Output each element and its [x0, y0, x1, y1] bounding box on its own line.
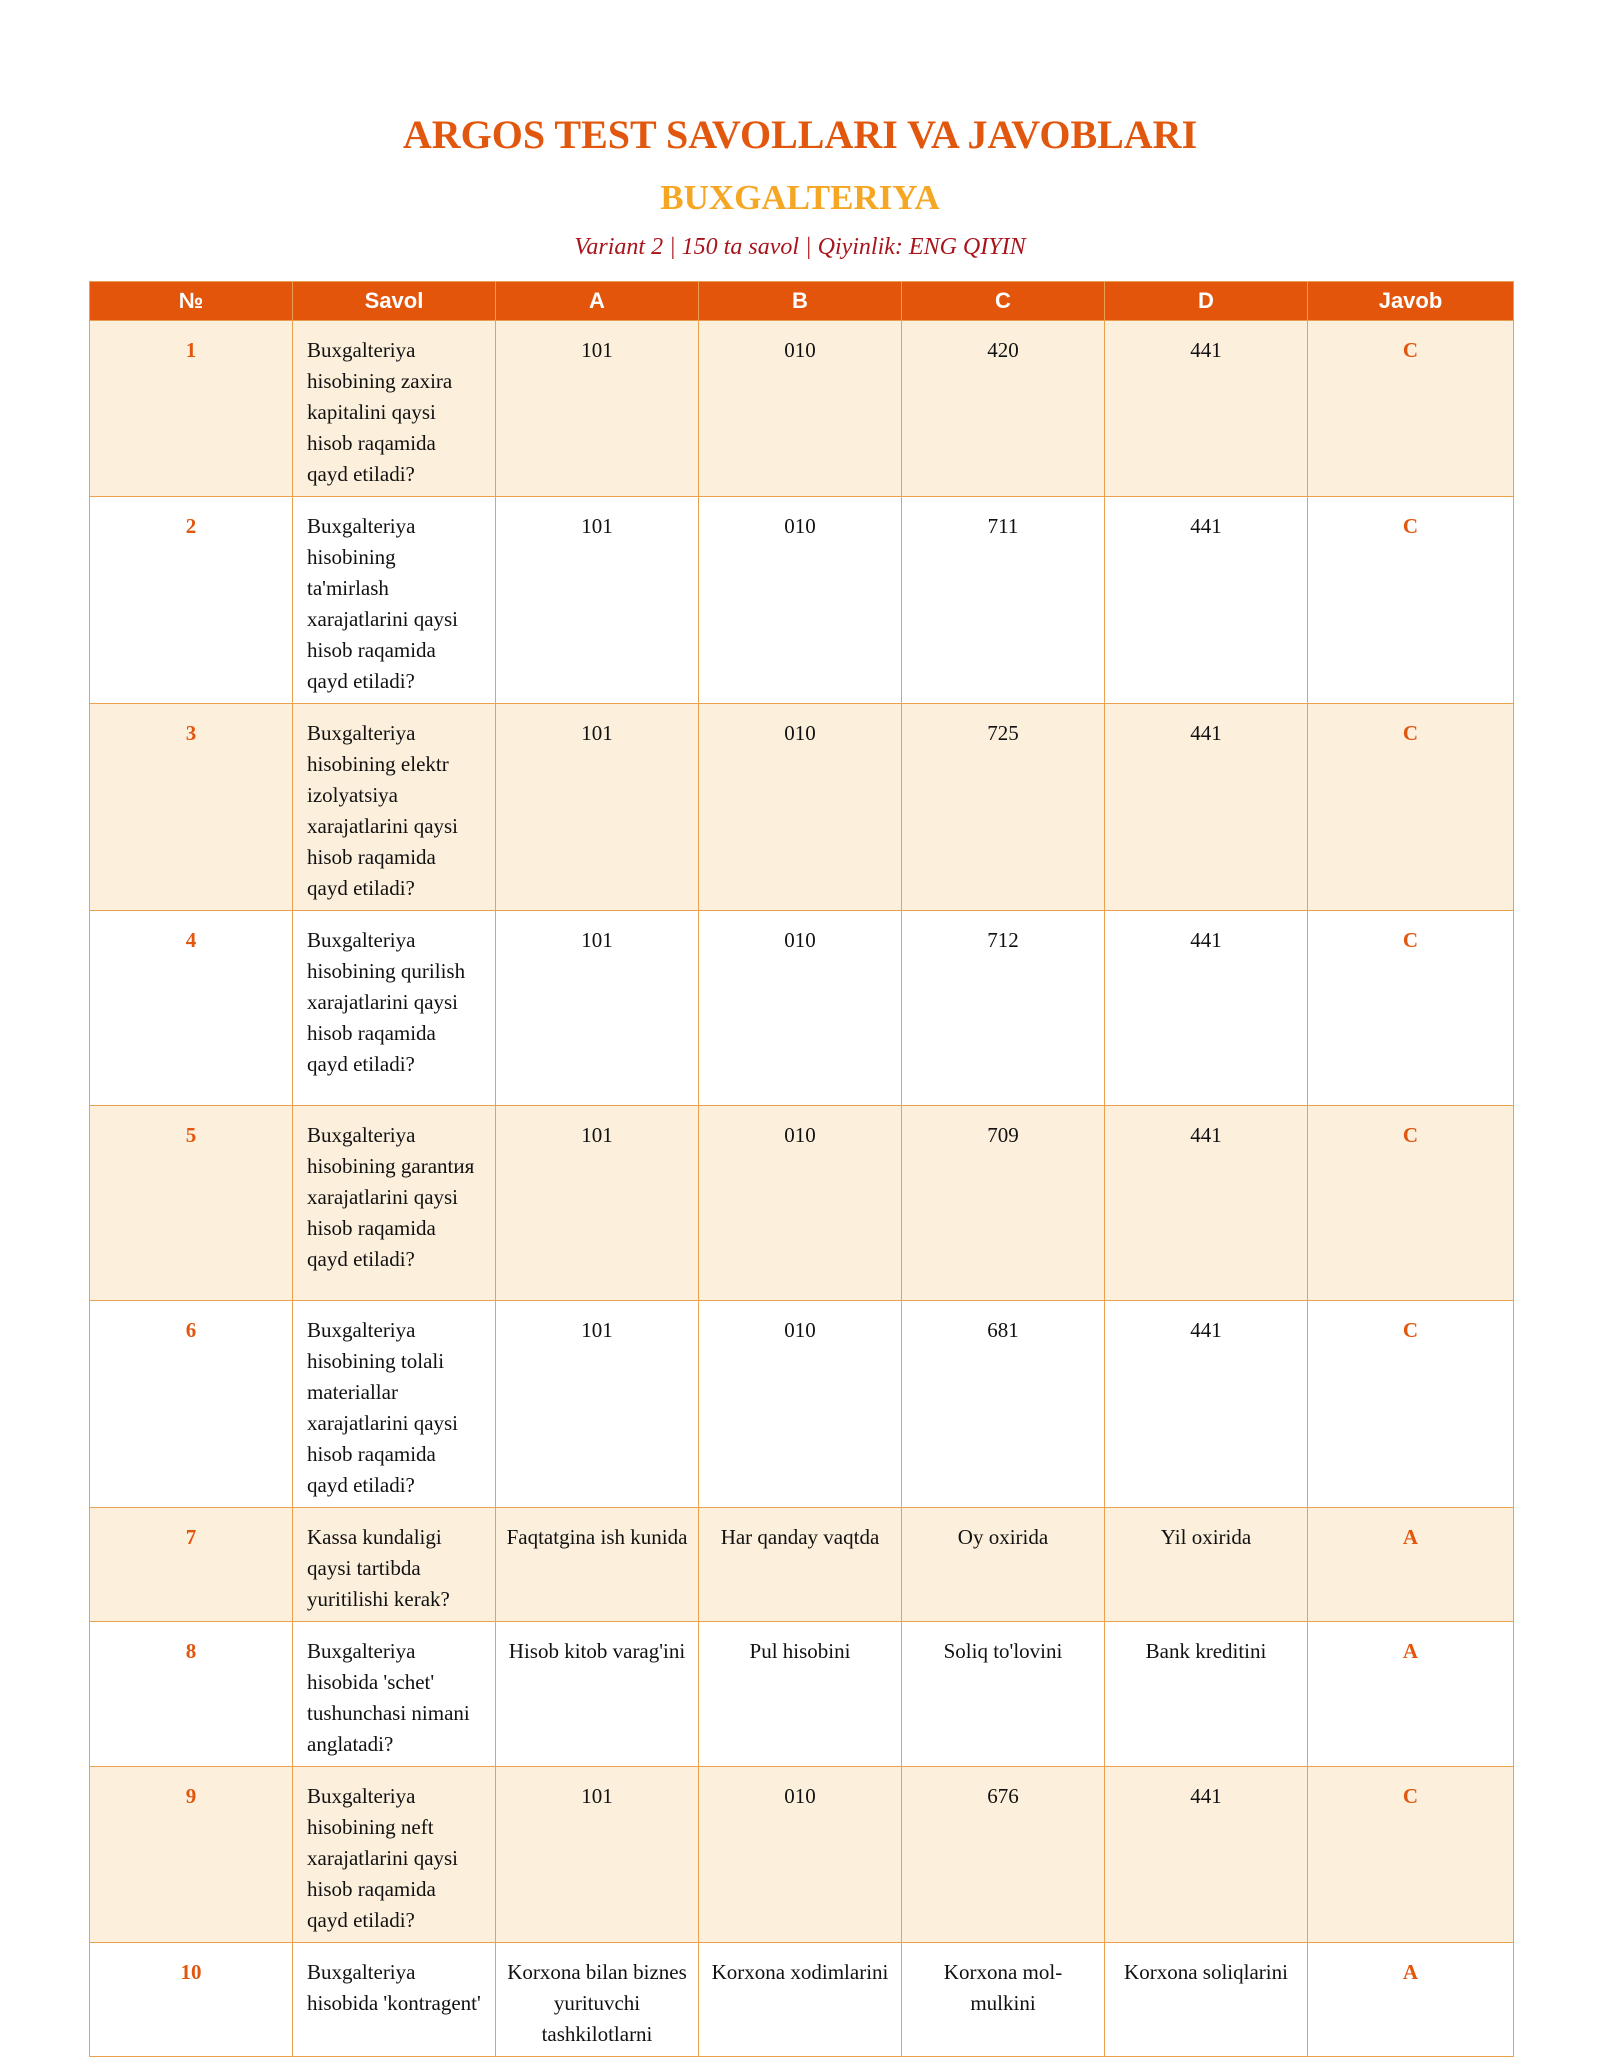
option-c: 420	[902, 321, 1105, 497]
header-option-a: A	[496, 282, 699, 321]
option-b: Pul hisobini	[699, 1622, 902, 1767]
option-b: 010	[699, 1106, 902, 1301]
option-d: 441	[1105, 1106, 1308, 1301]
option-c: 711	[902, 497, 1105, 704]
question-text: Buxgalteriya hisobida 'schet' tushunchasi nimani anglatadi?	[293, 1622, 496, 1767]
correct-answer: C	[1308, 911, 1514, 1106]
table-row	[90, 497, 1514, 704]
question-number: 6	[90, 1301, 293, 1508]
correct-answer: C	[1308, 321, 1514, 497]
option-d: 441	[1105, 321, 1308, 497]
question-text: Buxgalteriya hisobining elektr izolyatsiya xarajatlarini qaysi hisob raqamida qayd etiladi?	[293, 704, 496, 911]
option-a: 101	[496, 321, 699, 497]
option-a: 101	[496, 497, 699, 704]
option-d: 441	[1105, 704, 1308, 911]
option-b: Korxona xodimlarini	[699, 1943, 902, 2057]
question-number: 2	[90, 497, 293, 704]
correct-answer: C	[1308, 1767, 1514, 1943]
option-c: 676	[902, 1767, 1105, 1943]
question-text: Buxgalteriya hisobining tolali materiallar xarajatlarini qaysi hisob raqamida qayd etiladi?	[293, 1301, 496, 1508]
table-row	[90, 911, 1514, 1106]
option-d: 441	[1105, 497, 1308, 704]
header-option-d: D	[1105, 282, 1308, 321]
question-number: 8	[90, 1622, 293, 1767]
correct-answer: A	[1308, 1622, 1514, 1767]
correct-answer: A	[1308, 1508, 1514, 1622]
table-row	[90, 321, 1514, 497]
question-number: 10	[90, 1943, 293, 2057]
option-b: 010	[699, 497, 902, 704]
option-b: 010	[699, 911, 902, 1106]
question-text: Buxgalteriya hisobining neft xarajatlarini qaysi hisob raqamida qayd etiladi?	[293, 1767, 496, 1943]
questions-table	[89, 281, 1514, 2057]
correct-answer: A	[1308, 1943, 1514, 2057]
question-number: 5	[90, 1106, 293, 1301]
question-text: Buxgalteriya hisobining zaxira kapitalini qaysi hisob raqamida qayd etiladi?	[293, 321, 496, 497]
question-number: 4	[90, 911, 293, 1106]
option-c: Soliq to'lovini	[902, 1622, 1105, 1767]
question-text: Kassa kundaligi qaysi tartibda yuritilishi kerak?	[293, 1508, 496, 1622]
question-text: Buxgalteriya hisobining garantия xarajatlarini qaysi hisob raqamida qayd etiladi?	[293, 1106, 496, 1301]
table-header-row	[90, 282, 1514, 321]
option-a: 101	[496, 704, 699, 911]
option-d: Korxona soliqlarini	[1105, 1943, 1308, 2057]
option-d: Bank kreditini	[1105, 1622, 1308, 1767]
question-number: 1	[90, 321, 293, 497]
correct-answer: C	[1308, 497, 1514, 704]
option-b: Har qanday vaqtda	[699, 1508, 902, 1622]
question-text: Buxgalteriya hisobida 'kontragent'	[293, 1943, 496, 2057]
table-row	[90, 1508, 1514, 1622]
header-number: №	[90, 282, 293, 321]
option-a: 101	[496, 1301, 699, 1508]
option-d: 441	[1105, 1301, 1308, 1508]
table-row	[90, 1301, 1514, 1508]
question-number: 9	[90, 1767, 293, 1943]
table-row	[90, 1943, 1514, 2057]
question-number: 7	[90, 1508, 293, 1622]
document-subtitle: BUXGALTERIYA	[660, 178, 940, 217]
option-d: 441	[1105, 1767, 1308, 1943]
question-text: Buxgalteriya hisobining ta'mirlash xarajatlarini qaysi hisob raqamida qayd etiladi?	[293, 497, 496, 704]
header-option-b: B	[699, 282, 902, 321]
document-title: ARGOS TEST SAVOLLARI VA JAVOBLARI	[402, 112, 1198, 157]
option-a: 101	[496, 1106, 699, 1301]
option-b: 010	[699, 1301, 902, 1508]
option-c: 681	[902, 1301, 1105, 1508]
option-b: 010	[699, 1767, 902, 1943]
option-b: 010	[699, 704, 902, 911]
option-a: Hisob kitob varag'ini	[496, 1622, 699, 1767]
question-number: 3	[90, 704, 293, 911]
table-row	[90, 1622, 1514, 1767]
option-a: 101	[496, 911, 699, 1106]
option-d: Yil oxirida	[1105, 1508, 1308, 1622]
option-c: 712	[902, 911, 1105, 1106]
header-question: Savol	[293, 282, 496, 321]
option-a: Faqtatgina ish kunida	[496, 1508, 699, 1622]
option-c: 725	[902, 704, 1105, 911]
option-c: 709	[902, 1106, 1105, 1301]
table-row	[90, 1106, 1514, 1301]
option-b: 010	[699, 321, 902, 497]
option-c: Oy oxirida	[902, 1508, 1105, 1622]
correct-answer: C	[1308, 704, 1514, 911]
table-row	[90, 1767, 1514, 1943]
option-c: Korxona mol-mulkini	[902, 1943, 1105, 2057]
option-a: 101	[496, 1767, 699, 1943]
header-answer: Javob	[1308, 282, 1514, 321]
table-row	[90, 704, 1514, 911]
question-text: Buxgalteriya hisobining qurilish xarajatlarini qaysi hisob raqamida qayd etiladi?	[293, 911, 496, 1106]
variant-info: Variant 2 | 150 ta savol | Qiyinlik: ENG QIYIN	[574, 234, 1026, 260]
correct-answer: C	[1308, 1106, 1514, 1301]
header-option-c: C	[902, 282, 1105, 321]
option-d: 441	[1105, 911, 1308, 1106]
correct-answer: C	[1308, 1301, 1514, 1508]
option-a: Korxona bilan biznes yurituvchi tashkilotlarni	[496, 1943, 699, 2057]
